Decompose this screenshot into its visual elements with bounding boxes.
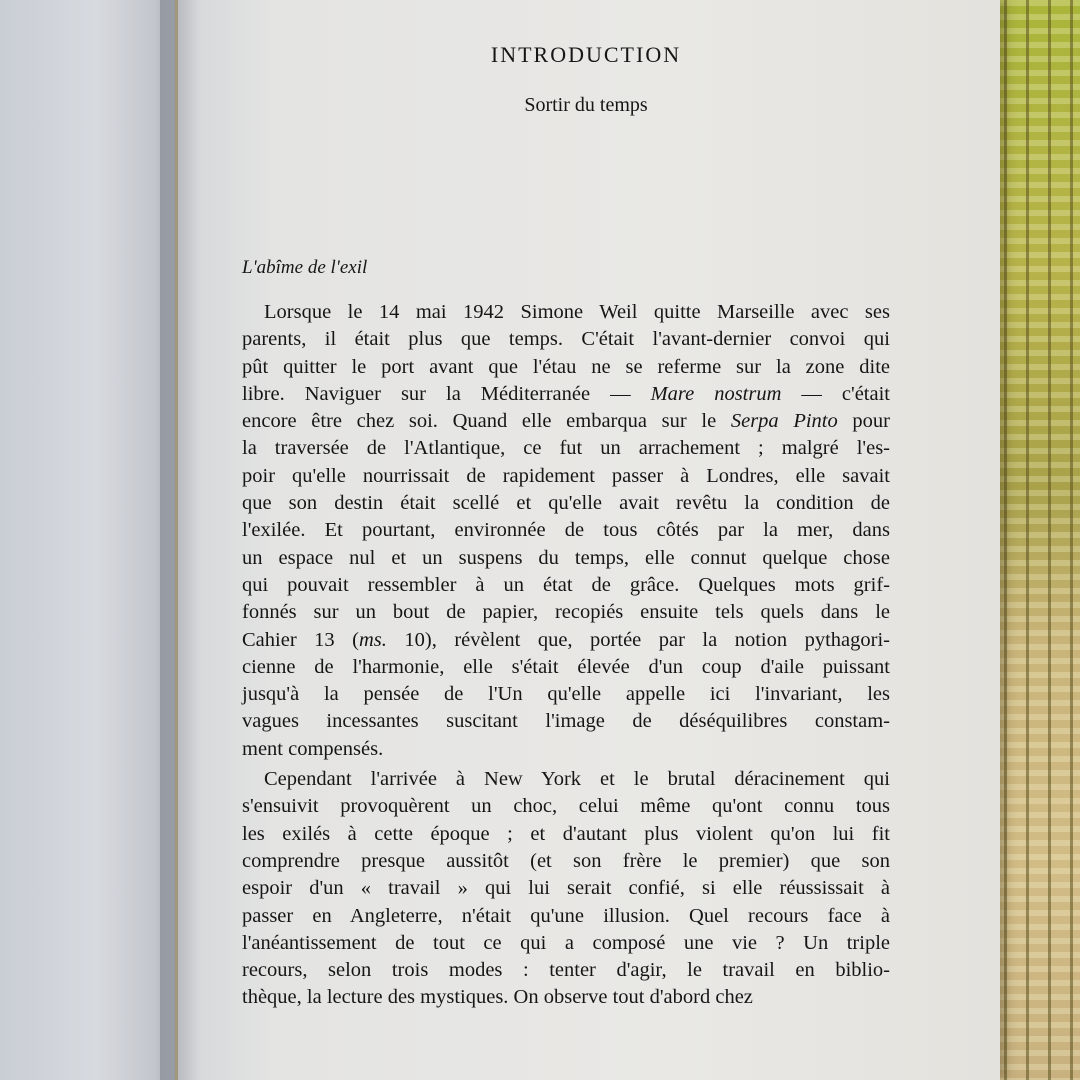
text-line: Cahier 13 (ms. 10), révèlent que, portée par la notion pythagori- — [242, 628, 890, 651]
chapter-title: INTRODUCTION — [490, 42, 682, 67]
text-line: espoir d'un « travail » qui lui serait confié, si elle réussissait à — [242, 877, 890, 900]
text-line: un espace nul et un suspens du temps, elle connut quelque chose — [242, 546, 890, 569]
left-page — [0, 0, 175, 1080]
text-line: thèque, la lecture des mystiques. On observe tout d'abord chez — [242, 986, 753, 1009]
text-line: Cependant l'arrivée à New York et le brutal déracinement qui — [264, 768, 890, 791]
paragraph-1 — [242, 299, 890, 763]
text-line: les exilés à cette époque ; et d'autant plus violent qu'on lui fit — [242, 822, 890, 845]
italic-term: ms. — [358, 628, 387, 651]
chapter-subtitle: Sortir du temps — [524, 94, 648, 116]
text-line: jusqu'à la pensée de l'Un qu'elle appelle ici l'invariant, les — [242, 683, 890, 706]
page-text — [242, 30, 890, 1012]
text-line: l'anéantissement de tout ce qui a composé une vie ? Un triple — [242, 931, 890, 954]
text-line: Lorsque le 14 mai 1942 Simone Weil quitte Marseille avec ses — [264, 301, 890, 323]
text-line: cienne de l'harmonie, elle s'était élevée d'un coup d'aile puissant — [242, 655, 890, 678]
text-line: recours, selon trois modes : tenter d'agir, le travail en biblio- — [242, 959, 890, 982]
italic-term: Mare nostrum — [650, 382, 782, 405]
italic-term: Serpa Pinto — [730, 410, 838, 433]
text-line: vagues incessantes suscitant l'image de déséquilibres constam- — [242, 710, 890, 733]
text-line: pût quitter le port avant que l'étau ne se referme sur la zone dite — [242, 355, 890, 378]
text-line: ment compensés. — [242, 737, 384, 760]
text-line: encore être chez soi. Quand elle embarqua sur le Serpa Pinto pour — [242, 410, 890, 433]
text-line: l'exilée. Et pourtant, environnée de tous côtés par la mer, dans — [242, 519, 890, 542]
text-line: qui pouvait ressembler à un état de grâce. Quelques mots grif- — [242, 573, 890, 596]
text-line: que son destin était scellé et qu'elle avait revêtu la condition de — [242, 492, 890, 515]
text-line: parents, il était plus que temps. C'était l'avant-dernier convoi qui — [242, 328, 890, 351]
paragraph-2 — [242, 766, 890, 1012]
text-line: passer en Angleterre, n'était qu'une illusion. Quel recours face à — [242, 904, 890, 927]
text-line: poir qu'elle nourrissait de rapidement passer à Londres, elle savait — [242, 464, 890, 487]
text-line: la traversée de l'Atlantique, ce fut un arrachement ; malgré l'es- — [242, 437, 890, 460]
section-heading: L'abîme de l'exil — [242, 257, 368, 278]
text-line: s'ensuivit provoquèrent un choc, celui même qu'ont connu tous — [242, 795, 890, 818]
text-line: libre. Naviguer sur la Méditerranée — Mare nostrum — c'était — [242, 382, 890, 405]
book-gutter-shadow — [160, 0, 200, 1080]
text-line: comprendre presque aussitôt (et son frère le premier) que son — [242, 849, 890, 872]
text-line: fonnés sur un bout de papier, recopiés ensuite tels quels dans le — [242, 601, 890, 624]
